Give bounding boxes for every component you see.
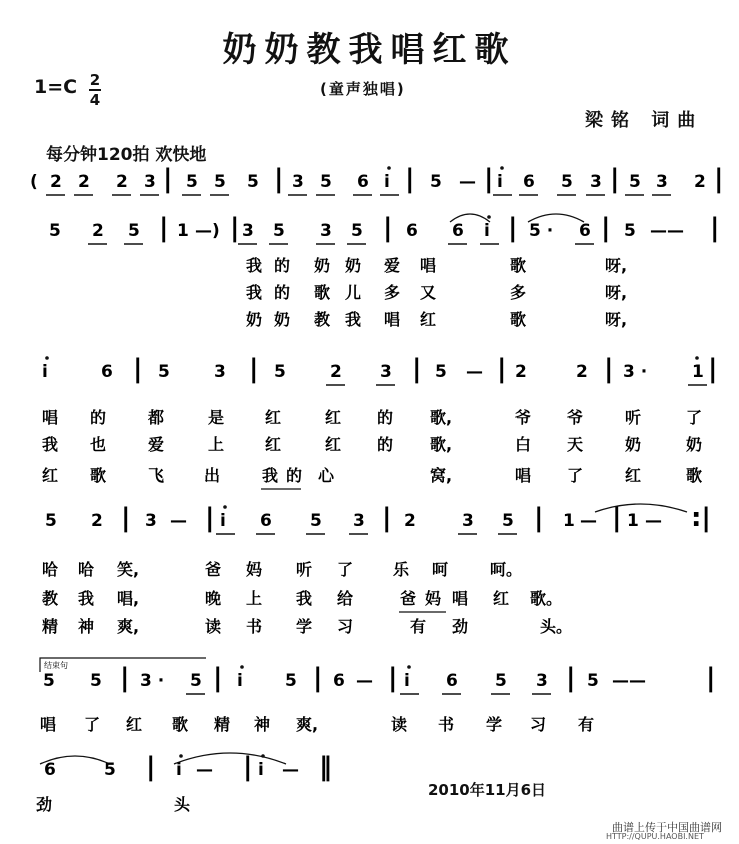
note: 5 <box>502 511 514 531</box>
lyric-char: 飞 <box>148 466 165 485</box>
note: i <box>258 760 264 780</box>
note: 3 <box>214 362 226 382</box>
lyric-char: 神 <box>254 715 271 734</box>
lyric-char: 的 <box>90 408 107 427</box>
note: ( <box>30 172 38 192</box>
note: 5 · <box>529 221 554 241</box>
octave-dot <box>695 356 699 360</box>
lyric-char: 歌。 <box>530 589 563 608</box>
lyric-char: 爱 <box>384 256 401 275</box>
lyric-char: 我 <box>246 283 263 302</box>
lyric-char: 又 <box>420 283 437 302</box>
lyric-char: 呀, <box>605 310 628 329</box>
lyric-char: 多 <box>384 283 401 302</box>
lyric-char: 呵 <box>432 560 449 579</box>
lyric-char: 头。 <box>540 617 573 636</box>
lyric-char: 了 <box>686 408 703 427</box>
barline: ‖ <box>319 752 332 782</box>
lyric-char: 给 <box>337 589 354 608</box>
note: 3 <box>656 172 668 192</box>
lyric-char: 天 <box>567 435 584 454</box>
note: 1 <box>177 221 189 241</box>
lyric-char: 也 <box>90 435 107 454</box>
lyric-char: 有 <box>410 617 427 636</box>
lyric-char: 我 <box>262 466 279 485</box>
lyric-char: 都 <box>148 408 165 427</box>
note: 3 · <box>623 362 648 382</box>
note: 2 <box>576 362 588 382</box>
lyric-char: 唱 <box>42 408 59 427</box>
lyric-char: 歌 <box>172 715 189 734</box>
meter-top: 2 <box>89 71 101 89</box>
lyric-char: 奶 <box>345 256 362 275</box>
barline: | <box>708 354 718 384</box>
lyric-char: 歌 <box>510 310 527 329</box>
note: 5 <box>186 172 198 192</box>
lyric-char: 爸 <box>400 589 417 608</box>
lyric-char: 听 <box>625 408 642 427</box>
barline: | <box>121 503 131 533</box>
note: 5 <box>629 172 641 192</box>
note: 2 <box>515 362 527 382</box>
lyric-char: 爽, <box>296 715 319 734</box>
barline: | <box>508 213 518 243</box>
lyric-char: 了 <box>337 560 354 579</box>
barline: | <box>133 354 143 384</box>
octave-dot <box>407 665 411 669</box>
lyrics-layer <box>36 256 702 814</box>
barline: | <box>120 663 130 693</box>
note: 1 <box>627 511 639 531</box>
octave-dot <box>179 754 183 758</box>
note: — <box>459 172 476 192</box>
song-author: 梁铭 词曲 <box>585 110 704 131</box>
note: 3 <box>462 511 474 531</box>
octave-dot <box>487 215 491 219</box>
note: — <box>645 511 662 531</box>
lyric-char: 上 <box>246 589 263 608</box>
lyric-char: 的 <box>274 256 291 275</box>
lyric-char: 奶 <box>686 435 703 454</box>
lyric-char: 儿 <box>345 283 362 302</box>
lyric-char: 唱, <box>117 589 140 608</box>
octave-dot <box>45 356 49 360</box>
note: 5 <box>104 760 116 780</box>
lyric-char: 有 <box>578 715 595 734</box>
lyric-char: 上 <box>208 435 225 454</box>
barline: | <box>146 752 156 782</box>
ending-label: 结束句 <box>44 661 68 670</box>
lyric-char: 红 <box>625 466 642 485</box>
note: 3 <box>242 221 254 241</box>
lyric-char: 唱 <box>40 715 57 734</box>
lyric-char: 爷 <box>515 408 532 427</box>
song-subtitle: (童声独唱) <box>320 80 406 98</box>
note: 6 <box>446 671 458 691</box>
lyric-char: 奶 <box>246 310 263 329</box>
note: 2 <box>404 511 416 531</box>
lyric-char: 是 <box>208 408 225 427</box>
lyric-char: 多 <box>510 283 527 302</box>
lyric-char: 歌, <box>430 408 453 427</box>
note: 5 <box>45 511 57 531</box>
octave-dot <box>387 166 391 170</box>
lyric-char: 红 <box>265 408 282 427</box>
note: 3 <box>353 511 365 531</box>
barline: | <box>601 213 611 243</box>
lyric-char: 教 <box>42 589 59 608</box>
note: — <box>466 362 483 382</box>
note: —— <box>612 671 646 691</box>
note: 5 <box>310 511 322 531</box>
barline: | <box>566 663 576 693</box>
lyric-char: 书 <box>438 715 455 734</box>
lyric-char: 我 <box>345 310 362 329</box>
tempo-marking: 每分钟120拍 欢快地 <box>46 145 207 165</box>
note: i <box>497 172 503 192</box>
barline: | <box>497 354 507 384</box>
lyric-char: 窝, <box>430 466 453 485</box>
lyric-char: 了 <box>84 715 101 734</box>
lyric-char: 神 <box>78 617 95 636</box>
lyric-char: 的 <box>274 283 291 302</box>
watermark-text: 曲谱上传于中国曲谱网 <box>612 821 722 834</box>
lyric-char: 我 <box>78 589 95 608</box>
note: 5 <box>561 172 573 192</box>
lyric-char: 爸 <box>205 560 222 579</box>
note: 6 <box>333 671 345 691</box>
note: 2 <box>50 172 62 192</box>
note: i <box>404 671 410 691</box>
note: — <box>282 760 299 780</box>
note: — <box>356 671 373 691</box>
barline: | <box>714 164 724 194</box>
lyric-char: 哈 <box>42 560 59 579</box>
lyric-char: 歌 <box>314 283 331 302</box>
octave-dot <box>261 754 265 758</box>
lyric-char: 呵。 <box>490 560 523 579</box>
watermark-url: HTTP://QUPU.HAOBI.NET <box>606 832 704 841</box>
note: 2 <box>91 511 103 531</box>
note: 3 <box>320 221 332 241</box>
note: 5 <box>351 221 363 241</box>
note: 5 <box>320 172 332 192</box>
lyric-char: 出 <box>204 466 221 485</box>
note: 2 <box>694 172 706 192</box>
note: i <box>484 221 490 241</box>
barline: | <box>249 354 259 384</box>
octave-dot <box>500 166 504 170</box>
barline: | <box>604 354 614 384</box>
meter-bottom: 4 <box>89 90 101 109</box>
barline: | <box>710 213 720 243</box>
song-title: 奶奶教我唱红歌 <box>222 30 517 70</box>
note: 5 <box>158 362 170 382</box>
lyric-underlines <box>261 489 449 612</box>
lyric-char: 歌 <box>686 466 703 485</box>
note: — <box>196 760 213 780</box>
note: 5 <box>214 172 226 192</box>
barline: | <box>163 164 173 194</box>
lyric-char: 唱 <box>420 256 437 275</box>
lyric-char: 呀, <box>605 256 628 275</box>
barline: | <box>243 752 253 782</box>
note: 5 <box>128 221 140 241</box>
barline: | <box>230 213 240 243</box>
slur <box>595 504 687 512</box>
barline: | <box>313 663 323 693</box>
barline: | <box>382 503 392 533</box>
lyric-char: 妈 <box>246 560 263 579</box>
lyric-char: 教 <box>314 310 331 329</box>
lyric-char: 呀, <box>605 283 628 302</box>
lyric-char: 红 <box>493 589 510 608</box>
lyric-char: 书 <box>246 617 263 636</box>
note: i <box>42 362 48 382</box>
note: 3 <box>536 671 548 691</box>
lyric-char: 红 <box>325 435 342 454</box>
lyric-char: 乐 <box>393 560 410 579</box>
note: 5 <box>273 221 285 241</box>
note: —) <box>195 221 220 241</box>
note: 5 <box>430 172 442 192</box>
note: 2 <box>330 362 342 382</box>
note: 5 <box>435 362 447 382</box>
note: 6 <box>44 760 56 780</box>
lyric-char: 红 <box>126 715 143 734</box>
barline: | <box>534 503 544 533</box>
lyric-char: 笑, <box>117 560 140 579</box>
lyric-char: 唱 <box>452 589 469 608</box>
lyric-char: 读 <box>205 617 222 636</box>
note: — <box>170 511 187 531</box>
note: 6 <box>357 172 369 192</box>
note: i <box>237 671 243 691</box>
lyric-char: 红 <box>325 408 342 427</box>
lyric-char: 歌 <box>90 466 107 485</box>
date-stamp: 2010年11月6日 <box>428 781 547 799</box>
lyric-char: 精 <box>214 715 231 734</box>
lyric-char: 头 <box>174 795 191 814</box>
lyric-char: 习 <box>337 617 354 636</box>
note: 3 · <box>140 671 165 691</box>
note: 3 <box>292 172 304 192</box>
note: 6 <box>260 511 272 531</box>
note: 6 <box>579 221 591 241</box>
barline: | <box>610 164 620 194</box>
note: 5 <box>90 671 102 691</box>
lyric-char: 奶 <box>274 310 291 329</box>
lyric-char: 我 <box>42 435 59 454</box>
lyric-char: 奶 <box>314 256 331 275</box>
barline: | <box>405 164 415 194</box>
lyric-char: 心 <box>318 466 335 485</box>
lyric-char: 爷 <box>567 408 584 427</box>
note: 6 <box>452 221 464 241</box>
lyric-char: 爽, <box>117 617 140 636</box>
note: 1 <box>692 362 704 382</box>
note: 3 <box>590 172 602 192</box>
barline: | <box>274 164 284 194</box>
note: 3 <box>380 362 392 382</box>
note: —— <box>650 221 684 241</box>
note: 3 <box>145 511 157 531</box>
note: 5 <box>43 671 55 691</box>
note: i <box>176 760 182 780</box>
note: 1 <box>563 511 575 531</box>
note: 6 <box>523 172 535 192</box>
note: i <box>384 172 390 192</box>
note: 3 <box>144 172 156 192</box>
lyric-char: 了 <box>567 466 584 485</box>
lyric-char: 妈 <box>425 589 442 608</box>
barline: | <box>383 213 393 243</box>
barline: | <box>612 503 622 533</box>
note: 2 <box>78 172 90 192</box>
barline: | <box>159 213 169 243</box>
lyric-char: 歌, <box>430 435 453 454</box>
lyric-char: 爱 <box>148 435 165 454</box>
lyric-char: 我 <box>246 256 263 275</box>
lyric-char: 我 <box>296 589 313 608</box>
note: 5 <box>285 671 297 691</box>
lyric-char: 红 <box>420 310 437 329</box>
note: 5 <box>274 362 286 382</box>
barline: | <box>484 164 494 194</box>
lyric-char: 红 <box>265 435 282 454</box>
slur <box>174 753 286 764</box>
lyric-char: 哈 <box>78 560 95 579</box>
note: 5 <box>247 172 259 192</box>
lyric-char: 劲 <box>452 617 469 636</box>
barline: | <box>205 503 215 533</box>
lyric-char: 唱 <box>515 466 532 485</box>
barline: | <box>388 663 398 693</box>
note: 5 <box>624 221 636 241</box>
note: 2 <box>92 221 104 241</box>
lyric-char: 的 <box>286 466 303 485</box>
barline: :| <box>691 503 711 533</box>
lyric-char: 歌 <box>510 256 527 275</box>
note: 5 <box>190 671 202 691</box>
note: 6 <box>101 362 113 382</box>
lyric-char: 精 <box>42 617 59 636</box>
note: i <box>220 511 226 531</box>
lyric-char: 晚 <box>205 589 222 608</box>
note: 5 <box>49 221 61 241</box>
lyric-char: 习 <box>530 715 547 734</box>
lyric-char: 的 <box>377 408 394 427</box>
lyric-char: 奶 <box>625 435 642 454</box>
lyric-char: 读 <box>391 715 408 734</box>
key-signature: 1=C <box>34 76 78 98</box>
lyric-char: 学 <box>486 715 503 734</box>
note: 5 <box>495 671 507 691</box>
lyric-char: 学 <box>296 617 313 636</box>
barline: | <box>213 663 223 693</box>
lyric-char: 红 <box>42 466 59 485</box>
note: 6 <box>406 221 418 241</box>
note: 2 <box>116 172 128 192</box>
lyric-char: 的 <box>377 435 394 454</box>
note: 5 <box>587 671 599 691</box>
note: — <box>580 511 597 531</box>
octave-dot <box>240 665 244 669</box>
barline: | <box>706 663 716 693</box>
lyric-char: 劲 <box>36 795 53 814</box>
barline: | <box>412 354 422 384</box>
lyric-char: 听 <box>296 560 313 579</box>
lyric-char: 唱 <box>384 310 401 329</box>
octave-dot <box>223 505 227 509</box>
lyric-char: 白 <box>515 435 532 454</box>
